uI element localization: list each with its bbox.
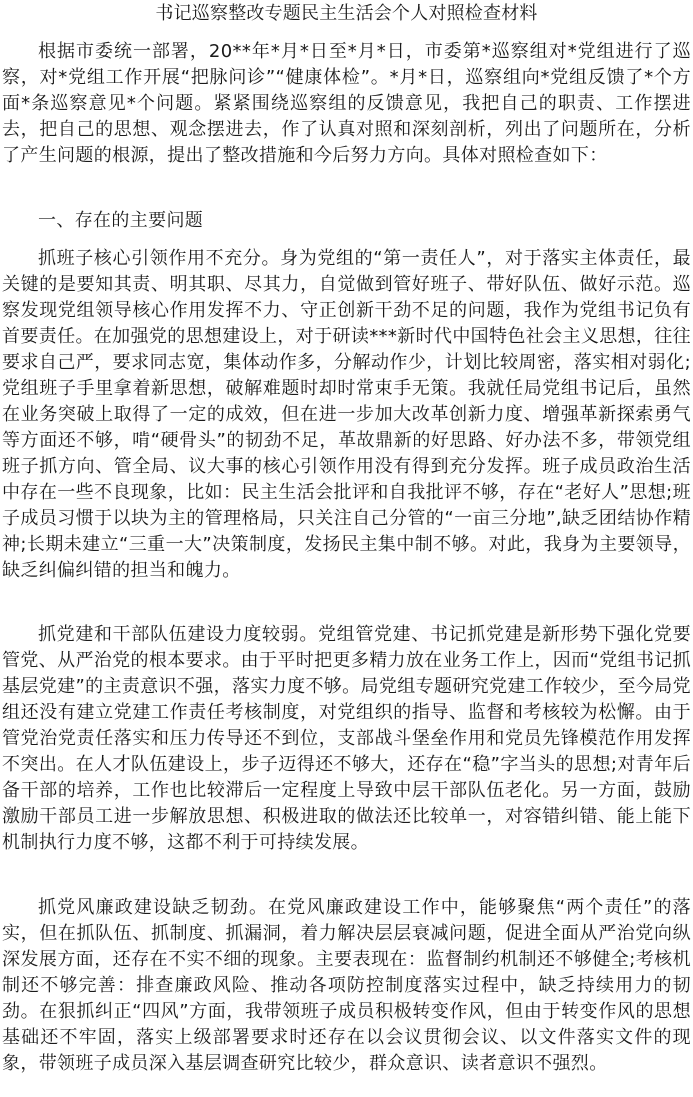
intro-paragraph: 根据市委统一部署，20**年*月*日至*月*日，市委第*巡察组对*党组进行了巡察，对*党组工作开展“把脉问诊”“健康体检”。*月*日，巡察组向*党组反馈了*个方面*条巡察意见*个问题。紧紧围绕巡察组的反馈意见，我把自己的职责、工作摆进去，把自己的思想、观念摆进去，作了认真对照和深刻剖析，列出了问题所在，分析了产生问题的根源，提出了整改措施和今后努力方向。具体对照检查如下： [2,41,691,166]
paragraph-party-building: 抓党建和干部队伍建设力度较弱。党组管党建、书记抓党建是新形势下强化党要管党、从严治党的根本要求。由于平时把更多精力放在业务工作上，因而“党组书记抓基层党建”的主责意识不强，落实力度不够。局党组专题研究党建工作较少，至今局党组还没有建立党建工作责任考核制度，对党组织的指导、监督和考核较为松懈。由于管党治党责任落实和压力传导还不到位，支部战斗堡垒作用和党员先锋模范作用发挥不突出。在人才队伍建设上，步子迈得还不够大，还存在“稳”字当头的思想;对青年后备干部的培养，工作也比较滞后一定程度上导致中层干部队伍老化。另一方面，鼓励激励干部员工进一步解放思想、积极进取的做法还比较单一，对容错纠错、能上能下机制执行力度不够，这都不利于可持续发展。 [2,624,691,853]
section-heading: 一、存在的主要问题 [38,210,204,231]
paragraph-leadership-core: 抓班子核心引领作用不充分。身为党组的“第一责任人”，对于落实主体责任，最关键的是要知其责、明其职、尽其力，自觉做到管好班子、带好队伍、做好示范。巡察发现党组领导核心作用发挥不力、守正创新干劲不足的问题，我作为党组书记负有首要责任。在加强党的思想建设上，对于研读***新时代中国特色社会主义思想，往往要求自己严，要求同志宽，集体动作多，分解动作少，计划比较周密，落实相对弱化;党组班子手里拿着新思想，破解难题时却时常束手无策。我就任局党组书记后，虽然在业务突破上取得了一定的成效，但在进一步加大改革创新力度、增强革新探索勇气等方面还不够，啃“硬骨头”的韧劲不足，革故鼎新的好思路、好办法不多，带领党组班子抓方向、管全局、议大事的核心引领作用没有得到充分发挥。班子成员政治生活中存在一些不良现象，比如：民主生活会批评和自我批评不够，存在“老好人”思想;班子成员习惯于以块为主的管理格局，只关注自己分管的“一亩三分地”,缺乏团结协作精神;长期未建立“三重一大”决策制度，发扬民主集中制不够。对此，我身为主要领导，缺乏纠偏纠错的担当和魄力。 [2,248,691,581]
paragraph-clean-governance: 抓党风廉政建设缺乏韧劲。在党风廉政建设工作中，能够聚焦“两个责任”的落实，但在抓队伍、抓制度、抓漏洞，着力解决层层衰减问题，促进全面从严治党向纵深发展方面，还存在不实不细的现象。主要表现在：监督制约机制还不够健全;考核机制还不够完善：排查廉政风险、推动各项防控制度落实过程中，缺乏持续用力的韧劲。在狠抓纠正“四风”方面，我带领班子成员积极转变作风，但由于转变作风的思想基础还不牢固，落实上级部署要求时还存在以会议贯彻会议、以文件落实文件的现象，带领班子成员深入基层调查研究比较少，群众意识、读者意识不强烈。 [2,897,691,1074]
document-title: 书记巡察整改专题民主生活会个人对照检查材料 [155,3,538,24]
